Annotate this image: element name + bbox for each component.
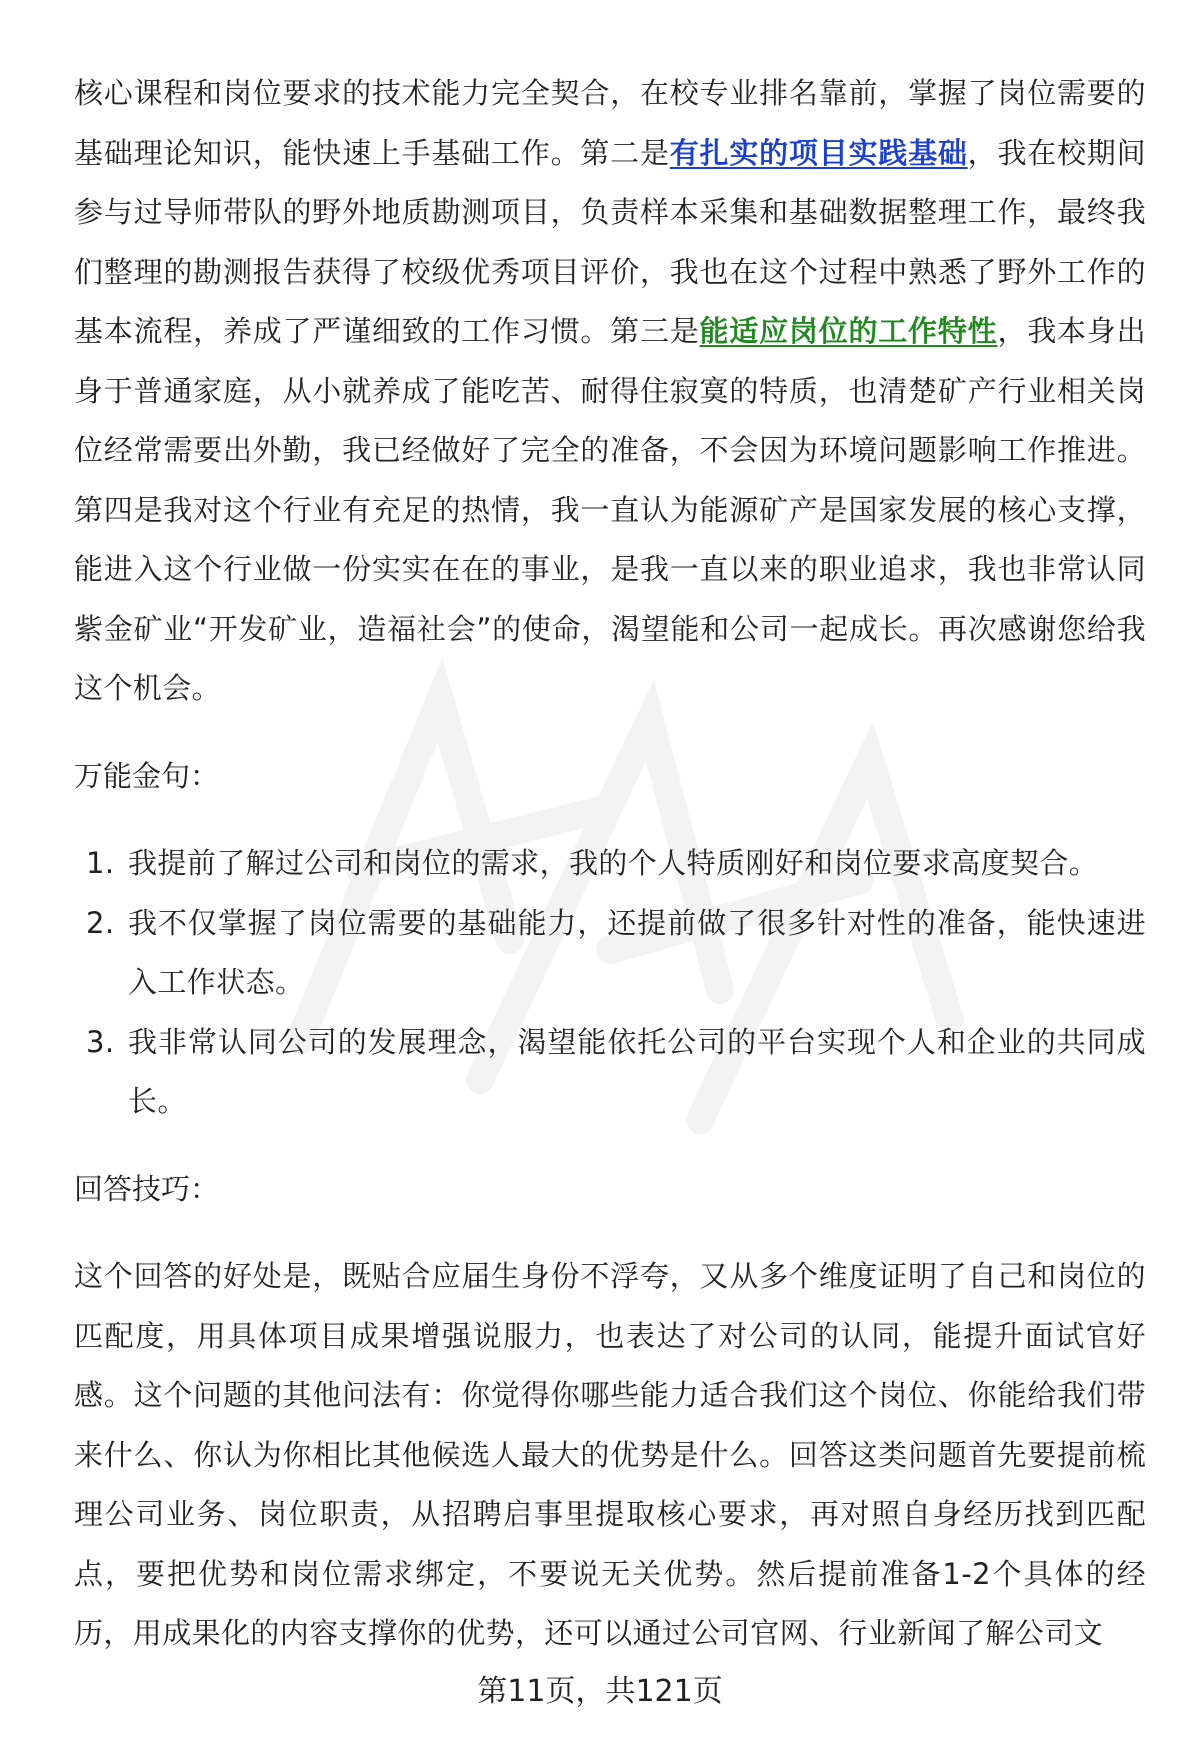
answer-text-part2: ，我在校期间参与过导师带队的野外地质勘测项目，负责样本采集和基础数据整理工作，最终我们整理的勘测报告获得了校级优秀项目评价，我也在这个过程中熟悉了野外工作的基本流程，养成了严谨细致的工作习惯。第三是 xyxy=(74,135,1146,348)
golden-sentences-heading: 万能金句： xyxy=(74,758,220,793)
list-item-number: 3. xyxy=(86,1024,115,1059)
list-item-text: 我提前了解过公司和岗位的需求，我的个人特质刚好和岗位要求高度契合。 xyxy=(128,846,1099,880)
list-item-number: 1. xyxy=(86,846,115,880)
list-item-text: 我非常认同公司的发展理念，渴望能依托公司的平台实现个人和企业的共同成长。 xyxy=(128,1024,1146,1118)
highlight-project-practice: 有扎实的项目实践基础 xyxy=(669,135,968,170)
answer-paragraph xyxy=(74,64,1146,719)
page-number-footer: 第11页，共121页 xyxy=(477,1674,723,1709)
tips-paragraph: 这个回答的好处是，既贴合应届生身份不浮夸，又从多个维度证明了自己和岗位的匹配度，用具体项目成果增强说服力，也表达了对公司的认同，能提升面试官好感。这个问题的其他问法有：你觉得你哪些能力适合我们这个岗位、你能给我们带来什么、你认为你相比其他候选人最大的优势是什么。回答这类问题首先要提前梳理公司业务、岗位职责，从招聘启事里提取核心要求，再对照自身经历找到匹配点，要把优势和岗位需求绑定，不要说无关优势。然后提前准备1-2个具体的经历，用成果化的内容支撑你的优势，还可以通过公司官网、行业新闻了解公司文 xyxy=(74,1259,1146,1650)
answer-text-part3: ，我本身出身于普通家庭，从小就养成了能吃苦、耐得住寂寞的特质，也清楚矿产行业相关岗位经常需要出外勤，我已经做好了完全的准备，不会因为环境问题影响工作推进。第四是我对这个行业有充足的热情，我一直认为能源矿产是国家发展的核心支撑，能进入这个行业做一份实实在在的事业，是我一直以来的职业追求，我也非常认同紫金矿业“开发矿业，造福社会”的使命，渴望能和公司一起成长。再次感谢您给我这个机会。 xyxy=(74,314,1146,705)
list-item-text: 我不仅掌握了岗位需要的基础能力，还提前做了很多针对性的准备，能快速进入工作状态。 xyxy=(128,905,1146,999)
tips-heading: 回答技巧： xyxy=(74,1171,220,1206)
list-item xyxy=(74,1013,1146,1132)
golden-sentences-list xyxy=(74,834,1146,1132)
list-item-number: 2. xyxy=(86,905,115,940)
document-page xyxy=(74,64,1146,1692)
answer-text-part1: 核心课程和岗位要求的技术能力完全契合，在校专业排名靠前，掌握了岗位需要的基础理论知识，能快速上手基础工作。第二是 xyxy=(74,76,1146,170)
highlight-work-adaptability: 能适应岗位的工作特性 xyxy=(699,314,998,348)
list-item xyxy=(74,834,1146,894)
list-item xyxy=(74,894,1146,1013)
